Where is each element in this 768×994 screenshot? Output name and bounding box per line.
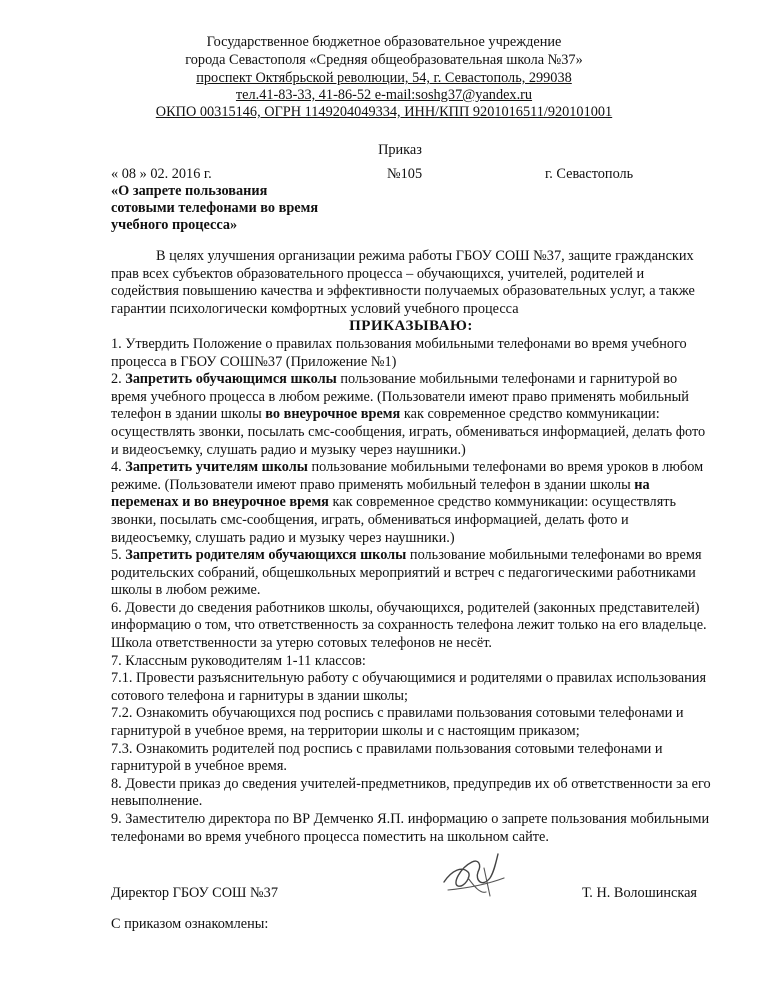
order-word: ПРИКАЗЫВАЮ:	[349, 318, 473, 335]
item-6: 6. Довести до сведения работников школы, обучающихся, родителей (законных представителей) информацию о том, что ответственность за сохранность телефона лежит только на его владельце. Школа ответственности за утерю сотовых телефонов не несёт.	[111, 599, 707, 652]
subject-line-1: «О запрете пользования	[111, 183, 268, 199]
director-signature	[438, 848, 508, 900]
item-7-3: 7.3. Ознакомить родителей под роспись с правилами пользования сотовыми телефонами и гарнитурой в учебное время.	[111, 740, 663, 775]
item-4: 4. Запретить учителям школы пользование мобильными телефонами во время уроков в любом режиме. (Пользователи имеют право применять мобильный телефон в здании школы на переменах и во внеурочное время как современное средство коммуникации: осуществлять звонки, посылать смс-сообщения, играть, обмениваться информацией, делать фото и видеосъемку, слушать радио и музыку через наушники.)	[111, 459, 704, 546]
director-name: Т. Н. Волошинская	[582, 885, 698, 901]
order-number: №105	[387, 166, 423, 182]
item-8: 8. Довести приказ до сведения учителей-предметников, предупредив их об ответственности за его невыполнение.	[111, 775, 711, 810]
header-codes: ОКПО 00315146, ОГРН 1149204049334, ИНН/КПП 9201016511/920101001	[155, 104, 613, 120]
acquainted-label: С приказом ознакомлены:	[111, 916, 269, 932]
order-body	[111, 248, 711, 846]
header-contacts: тел.41-83-33, 41-86-52 e-mail:soshg37@yandex.ru	[235, 87, 533, 103]
preamble: В целях улучшения организации режима работы ГБОУ СОШ №37, защите гражданских прав всех субъектов образовательного процесса – обучающихся, учителей, родителей и содействия повышению качества и эффективности получаемых образовательных услуг, а также гарантии психологически комфортных условий учебного процесса	[111, 248, 695, 317]
subject-line-2: сотовыми телефонами во время	[111, 200, 319, 216]
item-7-2: 7.2. Ознакомить обучающихся под роспись с правилами пользования сотовыми телефонами и гарнитурой в учебное время, на территории школы и с настоящим приказом;	[111, 705, 684, 740]
director-title: Директор ГБОУ СОШ №37	[111, 885, 278, 901]
item-7: 7. Классным руководителям 1-11 классов:	[111, 652, 366, 669]
doc-type: Приказ	[378, 142, 422, 158]
item-5: 5. Запретить родителям обучающихся школы пользование мобильными телефонами во время родительских собраний, общешкольных мероприятий и встреч с педагогическими работниками школы в любом режиме.	[111, 547, 702, 599]
subject-line-3: учебного процесса»	[111, 217, 238, 233]
order-city: г. Севастополь	[545, 166, 634, 182]
header-address: проспект Октябрьской революции, 54, г. Севастополь, 299038	[196, 70, 572, 86]
item-7-1: 7.1. Провести разъяснительную работу с обучающимися и родителями о правилах использования сотового телефона и гарнитуры в здании школы;	[111, 670, 707, 704]
item-1: 1. Утвердить Положение о правилах пользования мобильными телефонами во время учебного процесса в ГБОУ СОШ№37 (Приложение №1)	[111, 335, 687, 370]
header-line-1: Государственное бюджетное образовательное учреждение	[206, 34, 562, 50]
item-2: 2. Запретить обучающимся школы пользование мобильными телефонами и гарнитурой во время учебного процесса в любом режиме. (Пользователи имеют право применять мобильный телефон в здании школы во внеурочное время как современное средство коммуникации: осуществлять звонки, посылать смс-сообщения, играть, обмениваться информацией, делать фото и видеосъемку, слушать радио и музыку через наушники.)	[111, 371, 706, 458]
item-9: 9. Заместителю директора по ВР Демченко Я.П. информацию о запрете пользования мобильными телефонами во время учебного процесса поместить на школьном сайте.	[111, 811, 710, 845]
header-line-2: города Севастополя «Средняя общеобразовательная школа №37»	[185, 52, 583, 68]
order-date: « 08 » 02. 2016 г.	[111, 166, 212, 182]
